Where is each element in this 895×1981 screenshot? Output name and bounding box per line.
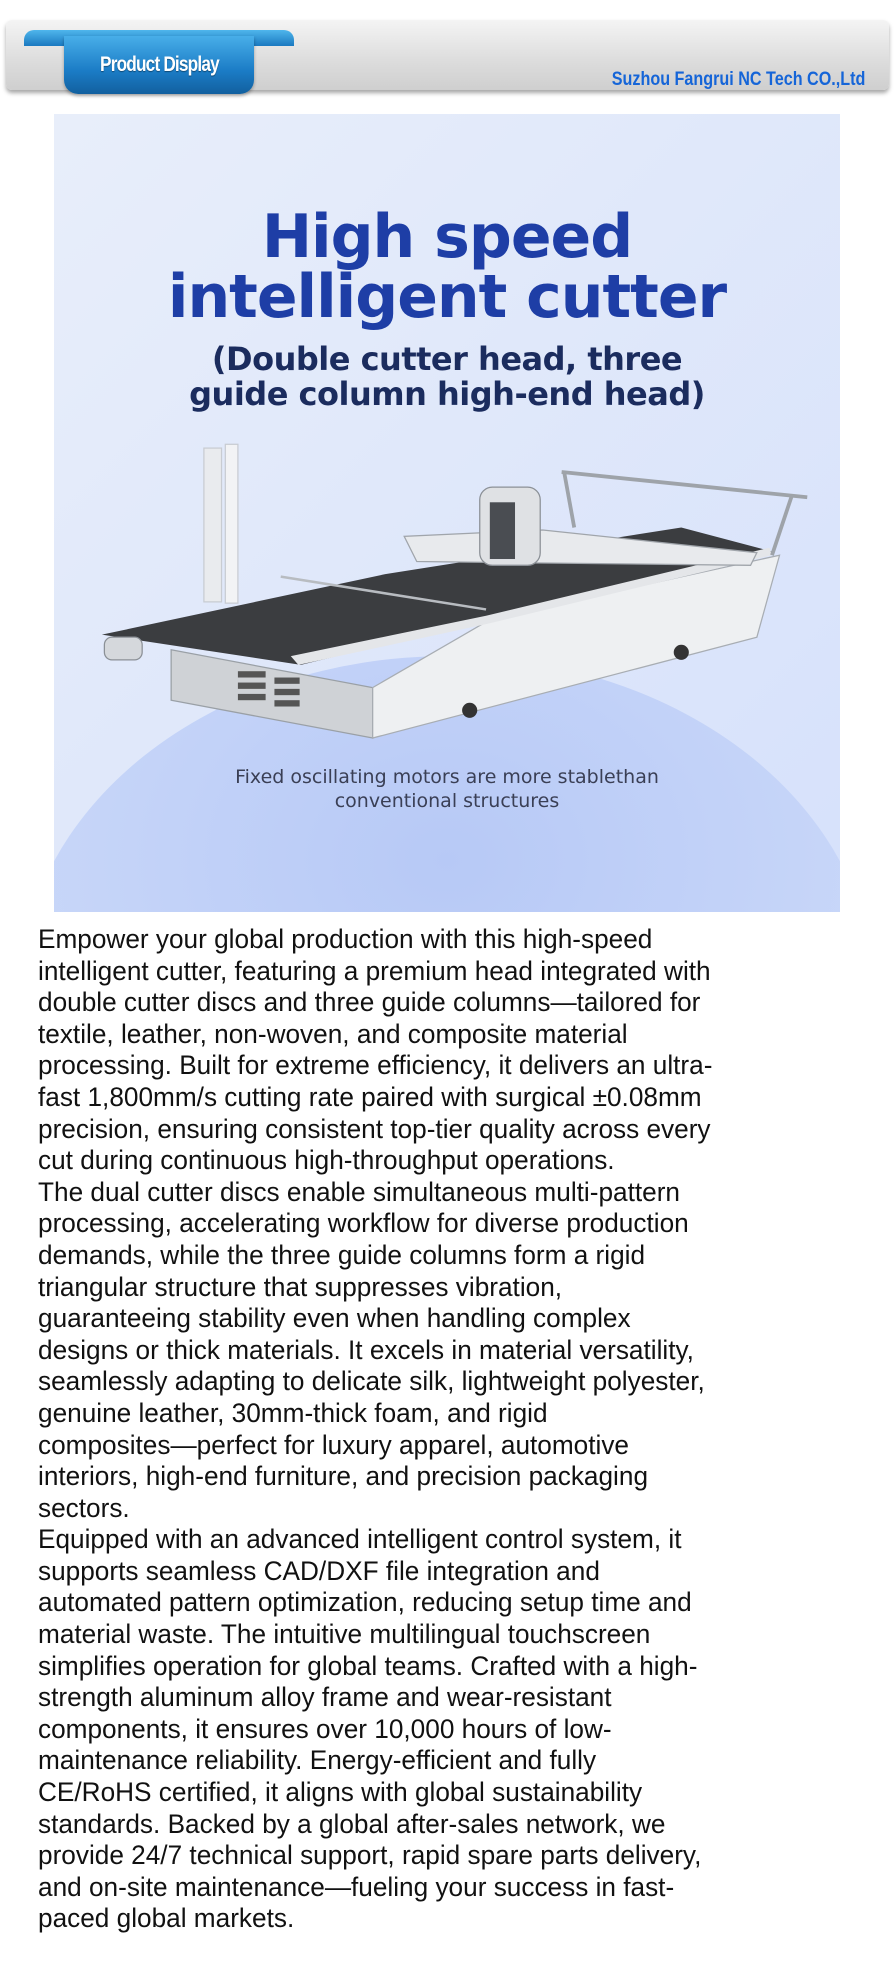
description-line: Empower your global production with this high-speed: [38, 924, 653, 954]
banner-subtitle-line-2: guide column high-end head): [189, 375, 705, 413]
description-line: processing. Built for extreme efficiency, it delivers an ultra-: [38, 1050, 713, 1081]
description-line: components, it ensures over 10,000 hours of low-: [38, 1713, 612, 1744]
banner-title-line-1: High speed: [261, 202, 633, 272]
description-line: automated pattern optimization, reducing setup time and: [38, 1587, 692, 1618]
product-description: [38, 924, 878, 1935]
description-line: fast 1,800mm/s cutting rate paired with surgical ±0.08mm: [38, 1081, 702, 1112]
description-line: CE/RoHS certified, it aligns with global sustainability: [38, 1777, 643, 1808]
description-line: genuine leather, 30mm-thick foam, and rigid: [38, 1397, 548, 1428]
description-line: sectors.: [38, 1492, 130, 1523]
description-line: The dual cutter discs enable simultaneous multi-pattern: [38, 1176, 680, 1207]
description-line: double cutter discs and three guide columns—tailored for: [38, 987, 701, 1018]
product-display-badge: [64, 36, 254, 94]
description-line: strength aluminum alloy frame and wear-resistant: [38, 1682, 612, 1713]
description-line: textile, leather, non-woven, and composite material: [38, 1018, 628, 1049]
description-line: simplifies operation for global teams. Crafted with a high-: [38, 1650, 698, 1681]
description-line: provide 24/7 technical support, rapid spare parts delivery,: [38, 1840, 702, 1871]
description-line: guaranteeing stability even when handling complex: [38, 1303, 631, 1334]
description-line: supports seamless CAD/DXF file integration and: [38, 1555, 600, 1586]
description-line: interiors, high-end furniture, and precision packaging: [38, 1461, 649, 1492]
description-line: maintenance reliability. Energy-efficient and fully: [38, 1745, 597, 1776]
badge-label: Product Display: [99, 53, 219, 76]
banner-caption-line-2: conventional structures: [334, 790, 560, 812]
company-name: Suzhou Fangrui NC Tech CO.,Ltd: [611, 69, 865, 90]
description-line: seamlessly adapting to delicate silk, lightweight polyester,: [38, 1366, 705, 1397]
section-header: [6, 20, 889, 90]
description-line: and on-site maintenance—fueling your success in fast-: [38, 1871, 675, 1902]
description-line: cut during continuous high-throughput operations.: [38, 1145, 615, 1176]
banner-subtitle-line-1: (Double cutter head, three: [211, 340, 683, 378]
product-banner-image: [54, 114, 840, 912]
description-line: paced global markets.: [38, 1903, 295, 1934]
banner-caption-line-1: Fixed oscillating motors are more stablethan: [235, 766, 659, 788]
description-line: triangular structure that suppresses vibration,: [38, 1271, 563, 1302]
description-line: Equipped with an advanced intelligent control system, it: [38, 1524, 682, 1555]
description-line: material waste. The intuitive multilingual touchscreen: [38, 1619, 651, 1650]
description-line: processing, accelerating workflow for diverse production: [38, 1208, 689, 1239]
description-line: composites—perfect for luxury apparel, automotive: [38, 1429, 630, 1460]
description-line: designs or thick materials. It excels in material versatility,: [38, 1334, 694, 1365]
description-line: precision, ensuring consistent top-tier quality across every: [38, 1113, 711, 1144]
description-line: intelligent cutter, featuring a premium head integrated with: [38, 955, 711, 986]
description-line: demands, while the three guide columns form a rigid: [38, 1239, 646, 1270]
description-line: standards. Backed by a global after-sales network, we: [38, 1808, 666, 1839]
banner-title-line-2: intelligent cutter: [167, 262, 727, 332]
